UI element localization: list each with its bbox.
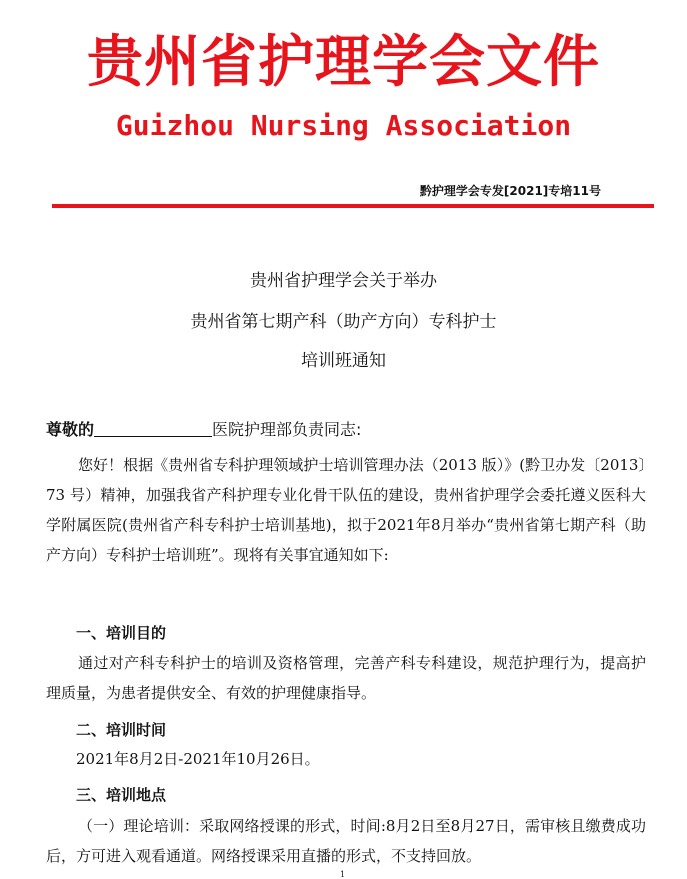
document-number: 黔护理学会专发[2021]专培11号 — [419, 184, 601, 198]
section-heading-2: 二、培训时间 — [76, 721, 167, 739]
section-heading-3: 三、培训地点 — [76, 786, 167, 804]
section-heading-1: 一、培训目的 — [76, 624, 167, 642]
salutation-prefix: 尊敬的 — [46, 420, 95, 439]
notice-title-line1: 贵州省护理学会关于举办 — [250, 271, 437, 291]
intro-paragraph: 您好！根据《贵州省专科护理领域护士培训管理办法（2013 版）》(黔卫办发〔2013〕73 号）精神，加强我省产科护理专业化骨干队伍的建设，贵州省护理学会委托遵义医科大学附属医院(贵州省产科专科护士培训基地)，拟于2021年8月举办“贵州省第七期产科（助产方向）专科护士培训班”。现将有关事宜通知如下: — [46, 456, 646, 564]
section-body-3: （一）理论培训：采取网络授课的形式，时间:8月2日至8月27日，需审核且缴费成功后，方可进入观看通道。网络授课采用直播的形式，不支持回放。 — [46, 817, 646, 865]
org-title-en: Guizhou Nursing Association — [115, 109, 572, 142]
notice-title-line3: 培训班通知 — [301, 351, 386, 371]
org-title: 贵州省护理学会文件 — [87, 30, 600, 95]
red-divider — [52, 204, 654, 208]
hospital-blank-line — [94, 420, 212, 437]
notice-title-line2: 贵州省第七期产科（助产方向）专科护士 — [190, 312, 497, 332]
section-body-1: 通过对产科专科护士的培训及资格管理，完善产科专科建设，规范护理行为，提高护理质量，为患者提供安全、有效的护理健康指导。 — [46, 654, 646, 702]
section-body-2: 2021年8月2日-2021年10月26日。 — [76, 750, 320, 768]
salutation — [46, 417, 361, 440]
salutation-suffix: 医院护理部负责同志: — [212, 420, 362, 439]
page-number: 1 — [340, 870, 346, 879]
